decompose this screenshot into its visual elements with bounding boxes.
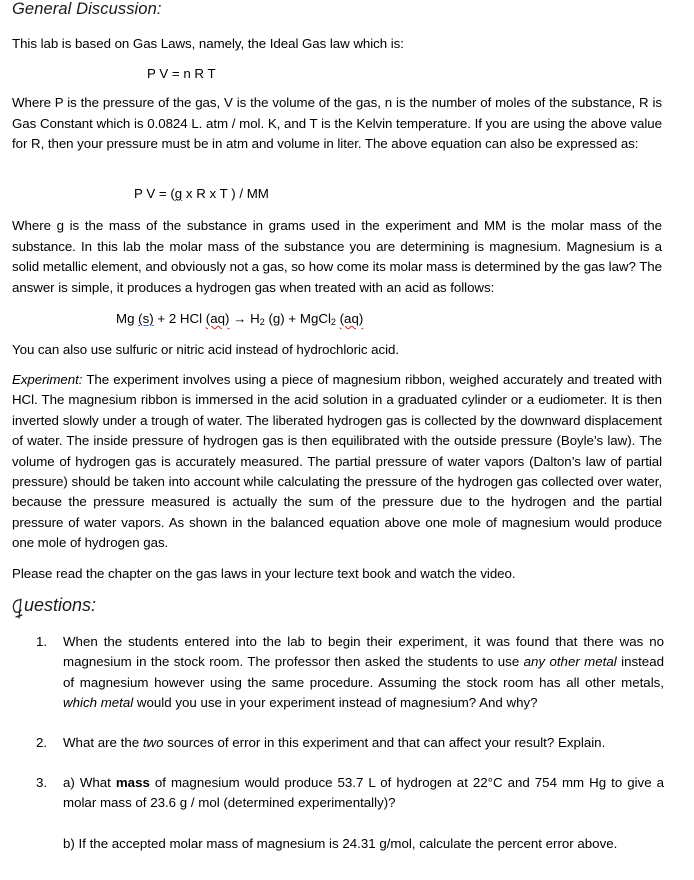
question-3-number: 3. xyxy=(36,775,48,790)
q1-part-c: instead of magnesium however using the same procedure. Assuming the stock room has all other metals, xyxy=(63,654,664,690)
q2-part-c: sources of error in this experiment and that can affect your result? Explain. xyxy=(163,735,606,750)
paragraph-pressure-definition: Where P is the pressure of the gas, V is the volume of the gas, n is the number of moles of the substance, R is Gas Constant which is 0.0824 L. atm / mol. K, and T is the Kelvin temperature. If you are using the above value for R, then your pressure must be in atm and volume in liter. The above equation can also be expressed as: xyxy=(12,95,662,152)
experiment-label: Experiment: xyxy=(12,372,83,387)
paragraph-reading: Please read the chapter on the gas laws in your lecture text book and watch the video. xyxy=(12,566,516,581)
rxn-aq-2: (aq) xyxy=(339,311,364,326)
intro-text: This lab is based on Gas Laws, namely, the Ideal Gas law which is: xyxy=(12,36,404,51)
rxn-aq-1: (aq) xyxy=(205,311,230,326)
mass-form-equation xyxy=(134,186,269,201)
question-1-number: 1. xyxy=(36,634,48,649)
paragraph-molar-mass: Where g is the mass of the substance in grams used in the experiment and MM is the molar mass of the substance. In this lab the molar mass of the substance you are determining is magnesium. Magnesium is a solid metallic element, and obviously not a gas, so how come its molar mass is determined by the gas law? The answer is simple, it produces a hydrogen gas when treated with an acid as follows: xyxy=(12,218,662,295)
q1-part-e: would you use in your experiment instead of magnesium? And why? xyxy=(133,695,538,711)
q1-part-a: When the students entered into the lab to begin their experiment, it was found that there was no magnesium in the stock room. The professor then asked the students to use xyxy=(63,634,664,670)
reaction-equation xyxy=(116,311,363,327)
rxn-h2-sub: 2 xyxy=(259,317,265,327)
question-1-text xyxy=(63,632,664,714)
q2-two: two xyxy=(142,735,164,750)
rxn-hcl: + 2 HCl xyxy=(153,311,206,326)
q2-part-a: What are the xyxy=(63,735,143,750)
question-3b-text: b) If the accepted molar mass of magnesium is 24.31 g/mol, calculate the percent error above. xyxy=(63,836,618,851)
ideal-gas-equation: P V = n R T xyxy=(147,66,216,81)
q1-which-metal: which metal xyxy=(63,695,134,711)
eq2-rest: x R x T ) / MM xyxy=(182,186,269,201)
q1-any-other-metal: any other metal xyxy=(523,654,617,670)
questions-heading-text: uestions: xyxy=(24,595,97,615)
rxn-mg: Mg xyxy=(116,311,139,326)
q3-mass: mass xyxy=(115,775,150,790)
eq2-prefix: P V = ( xyxy=(134,186,175,201)
eq2-g: g xyxy=(174,186,183,201)
rxn-solid-state: (s) xyxy=(138,311,154,326)
rxn-h2-state: (g) + MgCl xyxy=(264,311,331,326)
rxn-mgcl2-sub: 2 xyxy=(330,317,336,327)
paragraph-alternative-acids: You can also use sulfuric or nitric acid instead of hydrochloric acid. xyxy=(12,342,399,357)
question-3-text xyxy=(63,773,664,814)
question-2-number: 2. xyxy=(36,735,48,750)
experiment-text: The experiment involves using a piece of magnesium ribbon, weighed accurately and treated with HCl. The magnesium ribbon is immersed in the acid solution in a graduated cylinder or a eudiometer. It is then inverted slowly under a trough of water. The liberated hydrogen gas is collected by the downward displacement of water. The inside pressure of hydrogen gas is then equilibrated with the outside pressure (Boyle’s law). The volume of hydrogen gas is accurately measured. The partial pressure of water vapors (Dalton’s law of partial pressure) should be taken into account while calculating the pressure of the hydrogen gas collected over water, because the pressure measured is actually the sum of the pressure due to the hydrogen and the partial pressure of water vapors. As shown in the balanced equation above one mole of magnesium would produce one mole of hydrogen gas. xyxy=(12,372,662,551)
paragraph-experiment xyxy=(12,370,662,554)
rxn-arrow-h: → H xyxy=(229,311,260,326)
general-discussion-heading: General Discussion: xyxy=(12,0,162,18)
q3-part-a: a) What xyxy=(63,775,116,790)
question-2-text xyxy=(63,733,664,753)
q3-part-c: of magnesium would produce 53.7 L of hydrogen at 22°C and 754 mm Hg to give a molar mass of 23.6 g / mol (determined experimentally)? xyxy=(63,775,664,811)
